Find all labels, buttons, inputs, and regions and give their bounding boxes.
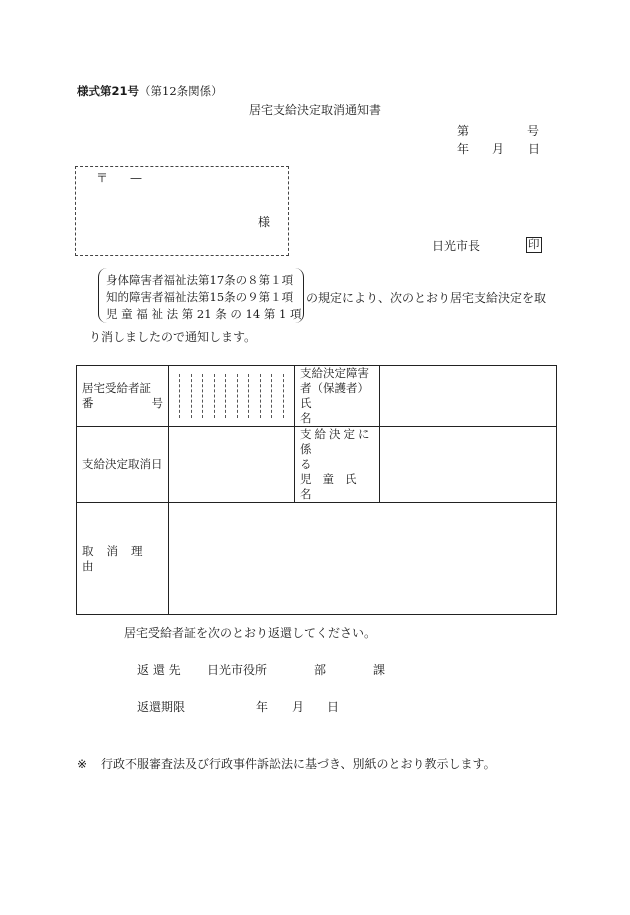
reason-label: [77, 503, 169, 615]
return-deadline-label: 返還期限: [137, 700, 186, 714]
recipient-label: [295, 366, 380, 427]
postal-mark: 〒: [96, 171, 109, 185]
cancel-date-field[interactable]: [169, 427, 295, 503]
form-number-main: 様式第21号: [77, 84, 140, 98]
return-section: 課: [373, 663, 386, 677]
reason-label-text: 取消理由: [82, 543, 156, 573]
law-line-2: 知的障害者福祉法第15条の９第１項: [106, 290, 294, 304]
reason-field[interactable]: [169, 503, 557, 615]
recipient-label-line1: 支給決定障害: [300, 366, 369, 380]
child-label-line1: 支給決定に: [300, 427, 373, 441]
form-number-relation: （第12条関係）: [139, 84, 223, 98]
return-destination-office: 日光市役所: [207, 663, 268, 677]
body-text-2: り消しましたので通知します。: [89, 330, 257, 344]
date-year: 年: [457, 142, 470, 156]
return-instruction: 居宅受給者証を次のとおり返還してください。: [124, 626, 377, 640]
date-month: 月: [492, 142, 505, 156]
child-label-line2: 係る: [300, 442, 364, 471]
issuer-name: 日光市長: [432, 239, 481, 253]
seal-mark: 印: [528, 237, 540, 251]
footer-mark: ※: [77, 757, 88, 771]
cert-number-field[interactable]: [169, 366, 295, 427]
law-line-1: 身体障害者福祉法第17条の８第１項: [106, 273, 294, 287]
cert-number-label-text: 番 号: [82, 396, 163, 410]
recipient-label-line3: 氏名: [300, 396, 364, 425]
footer-note: 行政不服審査法及び行政事件訴訟法に基づき、別紙のとおり教示します。: [101, 757, 496, 771]
doc-number-suffix: 号: [527, 124, 540, 138]
law-line-3: 児 童 福 祉 法 第 21 条 の 14 第 1 項: [106, 307, 302, 321]
date-day: 日: [528, 142, 541, 156]
info-table: [76, 365, 557, 615]
cert-number-label-line2: [82, 396, 163, 411]
return-deadline-day: 日: [327, 700, 340, 714]
body-text-1: の規定により、次のとおり居宅支給決定を取: [306, 291, 547, 305]
child-name-field[interactable]: [380, 427, 557, 503]
child-label: [295, 427, 380, 503]
cert-number-label: [77, 366, 169, 427]
cert-number-digit-boxes: [169, 374, 294, 418]
cancel-date-label-text: 支給決定取消日: [82, 457, 163, 471]
return-deadline-month: 月: [292, 700, 305, 714]
doc-number-prefix: 第: [457, 124, 470, 138]
postal-dash: —: [130, 171, 142, 185]
recipient-label-line2: 者（保護者）: [300, 381, 369, 395]
child-label-line3: 児童氏名: [300, 472, 368, 501]
cancel-date-label: [77, 427, 169, 503]
form-number: [77, 86, 223, 98]
return-deadline-year: 年: [256, 700, 269, 714]
document-title: 居宅支給決定取消通知書: [248, 103, 381, 117]
return-department: 部: [314, 663, 327, 677]
recipient-name-field[interactable]: [380, 366, 557, 427]
return-destination-label: 返 還 先: [137, 663, 181, 677]
cert-number-label-line1: 居宅受給者証: [82, 381, 151, 395]
honorific: 様: [258, 215, 271, 229]
